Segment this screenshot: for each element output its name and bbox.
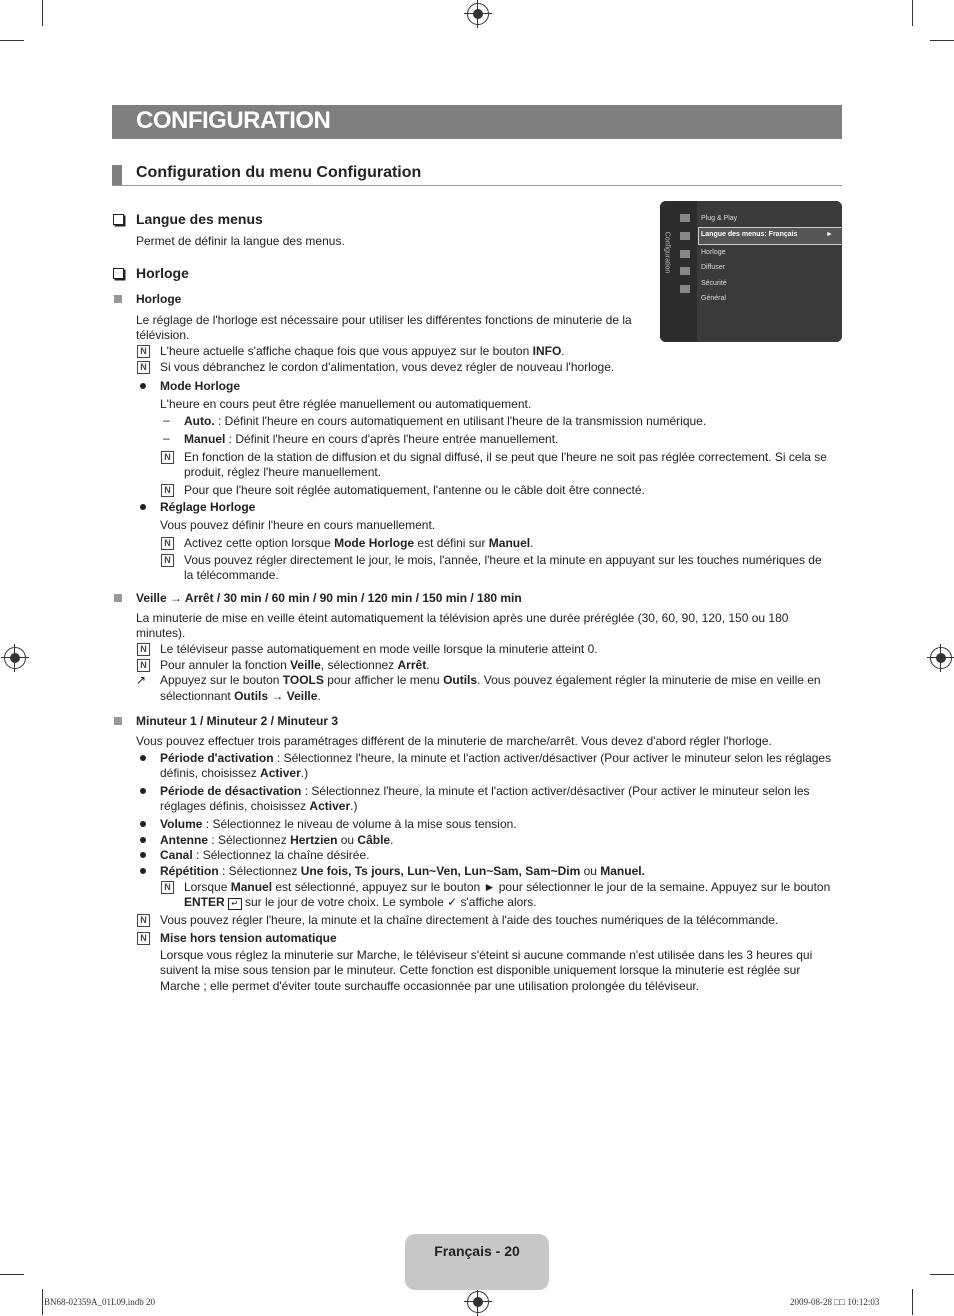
note-icon: N bbox=[161, 881, 174, 894]
veille-title: Veille → Arrêt / 30 min / 60 min / 90 min / 120 min / 150 min / 180 min bbox=[136, 591, 522, 605]
support-icon bbox=[680, 285, 690, 293]
note-icon: N bbox=[137, 643, 150, 656]
manuel-option: Manuel : Définit l'heure en cours d'après l'heure entrée manuellement. bbox=[184, 432, 559, 446]
veille-note: Le téléviseur passe automatiquement en mode veille lorsque la minuterie atteint 0. bbox=[160, 642, 598, 656]
crop-mark bbox=[912, 1289, 913, 1315]
note-icon: N bbox=[137, 932, 150, 945]
tv-menu-screenshot bbox=[660, 201, 842, 342]
crop-mark bbox=[930, 40, 954, 41]
registration-mark-icon bbox=[4, 647, 26, 669]
bullet-icon bbox=[140, 383, 146, 389]
volume-item: Volume : Sélectionnez le niveau de volume à la mise sous tension. bbox=[160, 817, 517, 831]
picture-icon bbox=[680, 214, 690, 222]
periode-activation: Période d'activation : Sélectionnez l'heure, la minute et l'action activer/désactiver (Pour activer le minuteur selon les réglages bbox=[160, 751, 832, 765]
print-slug-left: BN68-02359A_01L09.indb 20 bbox=[44, 1297, 155, 1307]
tools-icon: ↗ bbox=[136, 673, 147, 687]
input-icon bbox=[680, 250, 690, 258]
note-icon: N bbox=[161, 484, 174, 497]
dash-icon: – bbox=[163, 413, 170, 427]
veille-desc: minutes). bbox=[136, 626, 186, 640]
bullet-icon bbox=[140, 504, 146, 510]
reglage-horloge-desc: Vous pouvez définir l'heure en cours manuellement. bbox=[160, 518, 436, 532]
tv-menu-side-label: Configuration bbox=[663, 231, 671, 274]
langue-heading: Langue des menus bbox=[136, 211, 263, 227]
page-title: CONFIGURATION bbox=[136, 107, 331, 134]
horloge-note: En fonction de la station de diffusion et du signal diffusé, il se peut que l'heure ne soit pas réglée correctement. Si cela se bbox=[184, 450, 827, 464]
section-title: Configuration du menu Configuration bbox=[136, 164, 422, 181]
bullet-icon bbox=[140, 852, 146, 858]
veille-desc: La minuterie de mise en veille éteint automatiquement la télévision après une durée préréglée (30, 60, 90, 120, 150 ou 180 bbox=[136, 611, 789, 625]
horloge-note: Vous pouvez régler directement le jour, le mois, l'année, l'heure et la minute en appuyant sur les touches numériques de bbox=[184, 553, 822, 567]
veille-tools-note: sélectionnant Outils → Veille. bbox=[160, 689, 321, 703]
horloge-note: Pour que l'heure soit réglée automatiquement, l'antenne ou le câble doit être connecté. bbox=[184, 483, 645, 497]
crop-mark bbox=[0, 40, 24, 41]
reglage-horloge-title: Réglage Horloge bbox=[160, 500, 256, 514]
bullet-icon bbox=[140, 788, 146, 794]
mode-horloge-title: Mode Horloge bbox=[160, 379, 240, 393]
horloge-note: produit, réglez l'heure manuellement. bbox=[184, 465, 382, 479]
veille-note: Pour annuler la fonction Veille, sélectionnez Arrêt. bbox=[160, 658, 430, 672]
bullet-icon bbox=[140, 837, 146, 843]
crop-mark bbox=[0, 1274, 24, 1275]
horloge-desc: télévision. bbox=[136, 328, 190, 342]
repetition-note: ENTER ↵ sur le jour de votre choix. Le symbole ✓ s'affiche alors. bbox=[184, 895, 537, 909]
section-divider bbox=[112, 185, 842, 186]
tv-menu-item: Diffuser bbox=[701, 264, 725, 271]
application-icon bbox=[680, 267, 690, 275]
antenne-item: Antenne : Sélectionnez Hertzien ou Câble. bbox=[160, 833, 394, 847]
mise-hors-tension-desc: suivent la mise sous tension par le minuteur. Cette fonction est disponible uniquement lorsque la minuterie est réglée sur bbox=[160, 963, 801, 977]
registration-mark-icon bbox=[467, 3, 489, 25]
mise-hors-tension-desc: Lorsque vous réglez la minuterie sur Marche, le téléviseur s'éteint si aucune commande n'est utilisée dans les 3 heures qui bbox=[160, 948, 813, 962]
horloge-note: Activez cette option lorsque Mode Horloge est défini sur Manuel. bbox=[184, 536, 534, 550]
note-icon: N bbox=[161, 554, 174, 567]
tv-menu-item: Sécurité bbox=[701, 280, 727, 287]
note-icon: N bbox=[161, 451, 174, 464]
minuteur-note: Vous pouvez régler l'heure, la minute et la chaîne directement à l'aide des touches numériques de la télécommande. bbox=[160, 913, 779, 927]
repetition-item: Répétition : Sélectionnez Une fois, Ts jours, Lun~Ven, Lun~Sam, Sam~Dim ou Manuel. bbox=[160, 864, 645, 878]
horloge-note: Si vous débranchez le cordon d'alimentation, vous devez régler de nouveau l'horloge. bbox=[160, 360, 615, 374]
setup-gear-icon bbox=[680, 232, 690, 240]
note-icon: N bbox=[137, 345, 150, 358]
tv-menu-item: Horloge bbox=[701, 249, 726, 256]
registration-mark-icon bbox=[930, 647, 952, 669]
square-bullet-icon bbox=[114, 717, 122, 725]
horloge-heading: Horloge bbox=[136, 265, 189, 281]
note-icon: N bbox=[137, 361, 150, 374]
horloge-desc: Le réglage de l'horloge est nécessaire pour utiliser les différentes fonctions de minuterie de la bbox=[136, 313, 632, 327]
checkbox-icon bbox=[113, 268, 124, 279]
note-icon: N bbox=[161, 537, 174, 550]
note-icon: N bbox=[137, 659, 150, 672]
horloge-sub: Horloge bbox=[136, 292, 182, 306]
canal-item: Canal : Sélectionnez la chaîne désirée. bbox=[160, 848, 370, 862]
periode-desactivation: réglages définis, choisissez Activer.) bbox=[160, 799, 358, 813]
bullet-icon bbox=[140, 821, 146, 827]
minuteur-title: Minuteur 1 / Minuteur 2 / Minuteur 3 bbox=[136, 714, 339, 728]
repetition-note: Lorsque Manuel est sélectionné, appuyez sur le bouton ► pour sélectionner le jour de la semaine. Appuyez sur le bouton bbox=[184, 880, 831, 894]
auto-option: Auto. : Définit l'heure en cours automatiquement en utilisant l'heure de la transmission numérique. bbox=[184, 414, 707, 428]
tv-menu-item: Langue des menus: Français bbox=[701, 231, 798, 238]
bullet-icon bbox=[140, 868, 146, 874]
page-number: Français - 20 bbox=[434, 1243, 520, 1259]
mode-horloge-desc: L'heure en cours peut être réglée manuellement ou automatiquement. bbox=[160, 397, 532, 411]
periode-activation: définis, choisissez Activer.) bbox=[160, 766, 309, 780]
horloge-note: L'heure actuelle s'affiche chaque fois que vous appuyez sur le bouton INFO. bbox=[160, 344, 565, 358]
dash-icon: – bbox=[163, 431, 170, 445]
square-bullet-icon bbox=[114, 594, 122, 602]
tv-menu-item: Plug & Play bbox=[701, 215, 738, 222]
horloge-note: la télécommande. bbox=[184, 568, 279, 582]
veille-tools-note: Appuyez sur le bouton TOOLS pour afficher le menu Outils. Vous pouvez également régler la minuterie de mise en veille en bbox=[160, 673, 821, 687]
crop-mark bbox=[912, 0, 913, 26]
enter-icon: ↵ bbox=[228, 898, 242, 910]
langue-desc: Permet de définir la langue des menus. bbox=[136, 234, 345, 248]
arrow-right-icon: ► bbox=[826, 231, 833, 238]
square-bullet-icon bbox=[114, 295, 122, 303]
tv-menu-item: Général bbox=[701, 295, 726, 302]
minuteur-desc: Vous pouvez effectuer trois paramétrages différent de la minuterie de marche/arrêt. Vous devez d'abord régler l'horloge. bbox=[136, 734, 772, 748]
section-marker bbox=[112, 165, 122, 185]
mise-hors-tension-title: Mise hors tension automatique bbox=[160, 931, 337, 945]
print-slug-right: 2009-08-28 □□ 10:12:03 bbox=[790, 1297, 880, 1307]
checkbox-icon bbox=[113, 214, 124, 225]
mise-hors-tension-desc: Marche ; elle permet d'éviter toute surchauffe occasionnée par une utilisation prolongée du téléviseur. bbox=[160, 979, 700, 993]
crop-mark bbox=[42, 0, 43, 26]
periode-desactivation: Période de désactivation : Sélectionnez l'heure, la minute et l'action activer/désactiver (Pour activer le minuteur selon les bbox=[160, 784, 810, 798]
checkmark-icon: ✓ bbox=[447, 895, 458, 909]
registration-mark-icon bbox=[467, 1291, 489, 1313]
bullet-icon bbox=[140, 755, 146, 761]
crop-mark bbox=[930, 1274, 954, 1275]
note-icon: N bbox=[137, 914, 150, 927]
crop-mark bbox=[42, 1289, 43, 1315]
